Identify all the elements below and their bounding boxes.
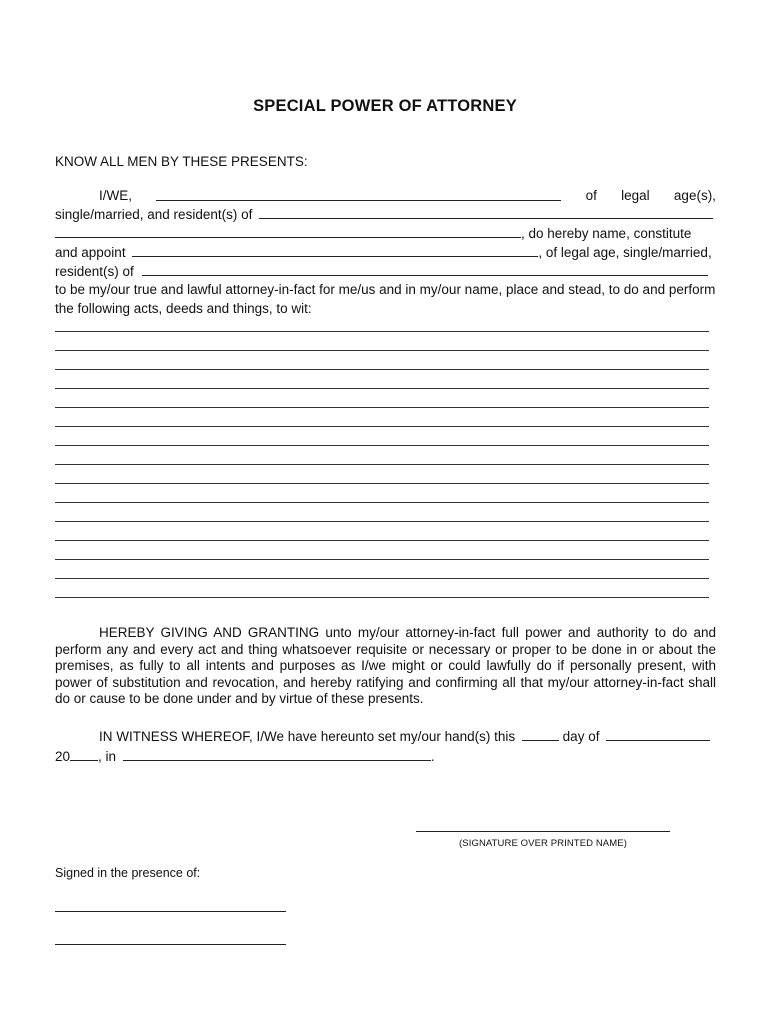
signature-line[interactable] xyxy=(416,831,670,832)
acts-blank-line[interactable] xyxy=(55,540,709,541)
acts-blank-line[interactable] xyxy=(55,331,709,332)
acts-blank-line[interactable] xyxy=(55,502,709,503)
witness-signature-line-1[interactable] xyxy=(55,911,286,912)
principal-line xyxy=(55,187,716,205)
place-end: . xyxy=(430,749,435,764)
acts-blank-line[interactable] xyxy=(55,559,709,560)
witness-text: IN WITNESS WHEREOF, I/We have hereunto set my/our hand(s) this xyxy=(99,729,516,744)
appoint-label: and appoint xyxy=(55,245,126,260)
principal-age: age(s), xyxy=(673,188,716,203)
acts-blank-line[interactable] xyxy=(55,521,709,522)
residence-line xyxy=(55,205,716,224)
principal-legal: legal xyxy=(621,188,650,203)
purpose-line: to be my/our true and lawful attorney-in-fact for me/us and in my/our name, place and stead, to do and perform xyxy=(55,282,716,297)
principal-name-field[interactable] xyxy=(156,187,561,201)
acts-blank-line[interactable] xyxy=(55,597,709,598)
document-title: SPECIAL POWER OF ATTORNEY xyxy=(253,97,517,115)
appoint-suffix: , of legal age, single/married, xyxy=(538,245,712,260)
principal-prefix: I/WE, xyxy=(99,188,132,203)
acts-blank-line[interactable] xyxy=(55,464,709,465)
acts-blank-line[interactable] xyxy=(55,407,709,408)
acts-blank-line[interactable] xyxy=(55,578,709,579)
presence-label: Signed in the presence of: xyxy=(55,866,201,880)
principal-line-row xyxy=(99,187,716,205)
residence-label: single/married, and resident(s) of xyxy=(55,207,253,222)
year-field[interactable] xyxy=(70,747,98,761)
acts-blank-line[interactable] xyxy=(55,445,709,446)
year-prefix: 20 xyxy=(55,749,71,764)
acts-intro-line: the following acts, deeds and things, to wit: xyxy=(55,301,312,316)
acts-blank-line[interactable] xyxy=(55,426,709,427)
year-place-line xyxy=(55,747,716,766)
opening-text: KNOW ALL MEN BY THESE PRESENTS: xyxy=(55,154,308,169)
acts-blank-line[interactable] xyxy=(55,483,709,484)
principal-residence-field-continued[interactable] xyxy=(55,224,521,238)
constitute-line xyxy=(55,224,716,243)
attorney-name-field[interactable] xyxy=(132,243,538,257)
witness-signature-line-2[interactable] xyxy=(55,944,286,945)
attorney-residence-field[interactable] xyxy=(142,262,708,276)
acts-blank-line[interactable] xyxy=(55,369,709,370)
signature-caption: (SIGNATURE OVER PRINTED NAME) xyxy=(459,838,627,849)
appoint-line xyxy=(55,243,716,262)
acts-blank-line[interactable] xyxy=(55,388,709,389)
month-field[interactable] xyxy=(606,727,710,741)
day-of-text: day of xyxy=(562,729,600,744)
acts-blank-line[interactable] xyxy=(55,350,709,351)
constitute-text: , do hereby name, constitute xyxy=(521,226,692,241)
attorney-residence-line xyxy=(55,262,716,281)
granting-paragraph: HEREBY GIVING AND GRANTING unto my/our attorney-in-fact full power and authority to do and perform any and every act and thing whatsoever requisite or necessary or proper to be done in or about the premises, as fully to all intents and purposes as I/we might or could lawfully do if personally present, with power of substitution and revocation, and hereby ratifying and confirming all that my/our attorney-in-fact shall do or cause to be done under and by virtue of these presents. xyxy=(55,625,716,706)
place-label: , in xyxy=(98,749,117,764)
principal-residence-field[interactable] xyxy=(259,205,713,219)
attorney-residence-label: resident(s) of xyxy=(55,264,134,279)
day-field[interactable] xyxy=(522,727,559,741)
principal-of: of xyxy=(585,188,597,203)
place-field[interactable] xyxy=(123,747,431,761)
witness-date-line xyxy=(55,727,716,746)
